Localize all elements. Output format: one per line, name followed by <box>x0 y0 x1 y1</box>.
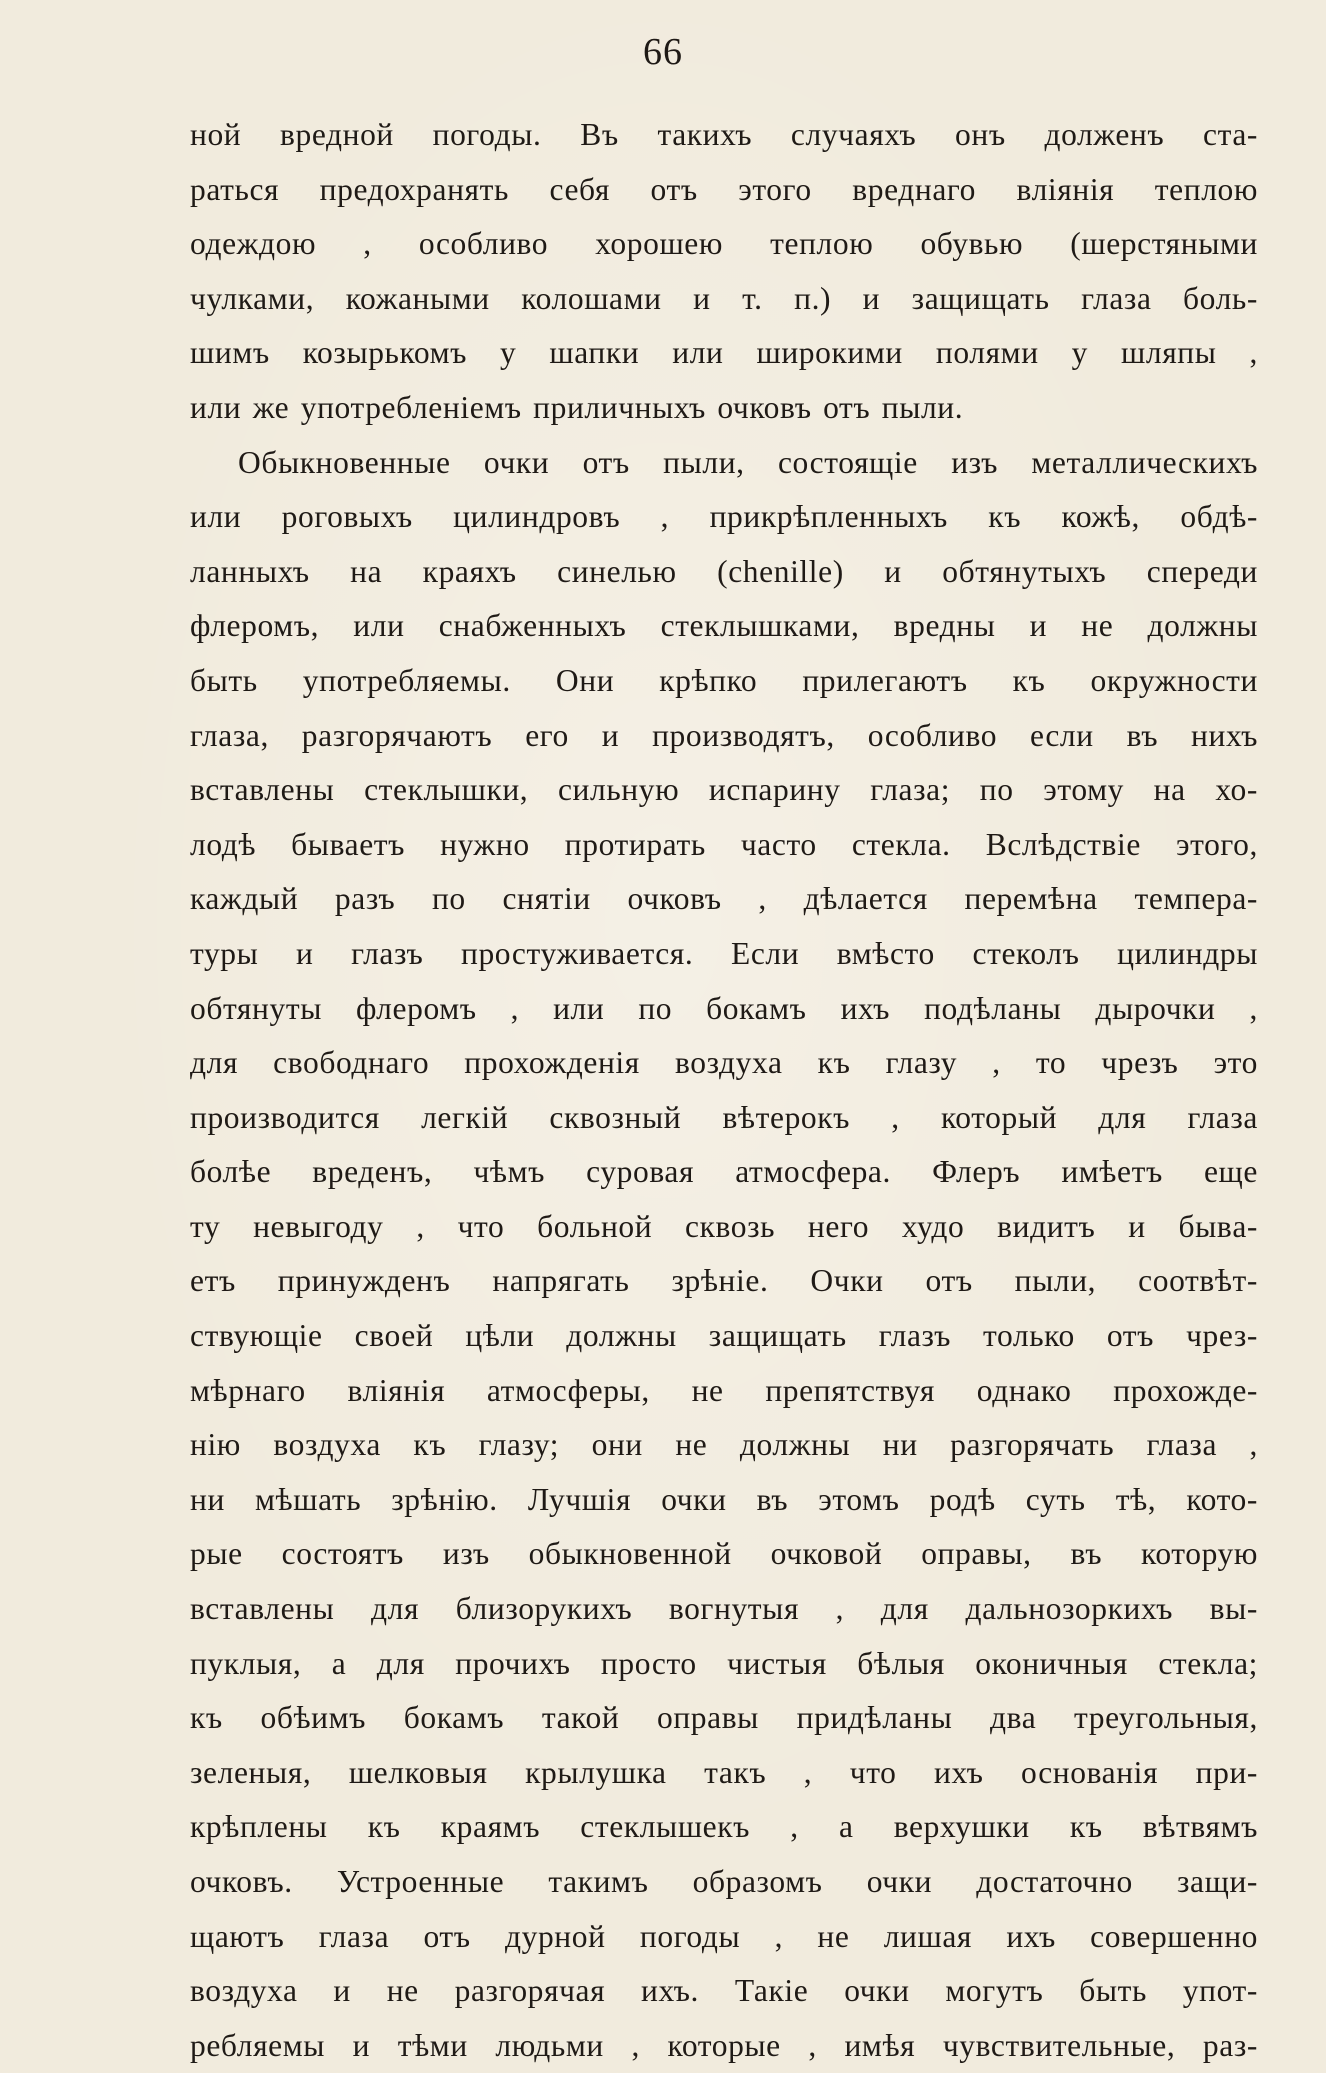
text-line: мѣрнаго влiянiя атмосферы, не препятствуя однако прохожде- <box>190 1372 1258 1408</box>
text-line: для свободнаго прохожденiя воздуха къ глазу , то чрезъ это <box>190 1045 1258 1081</box>
text-line: нiю воздуха къ глазу; они не должны ни разгорячать глаза , <box>190 1427 1258 1463</box>
text-line: очковъ. Устроенные такимъ образомъ очки достаточно защи- <box>190 1864 1258 1899</box>
text-line: раться предохранять себя отъ этого вреднаго влiянiя теплою <box>190 171 1258 207</box>
text-line: къ обѣимъ бокамъ такой оправы придѣланы два треугольныя, <box>190 1700 1258 1736</box>
text-line: чулками, кожаными колошами и т. п.) и защищать глаза боль- <box>190 280 1258 316</box>
text-line: лодѣ бываетъ нужно протирать часто стекла. Вслѣдствiе этого, <box>190 826 1258 862</box>
text-line: ту невыгоду , что больной сквозь него худо видитъ и бывa- <box>190 1208 1258 1244</box>
text-line: рые состоятъ изъ обыкновенной очковой оправы, въ которую <box>190 1536 1258 1572</box>
text-line: ни мѣшать зрѣнiю. Лучшiя очки въ этомъ родѣ суть тѣ, кото- <box>190 1481 1258 1517</box>
text-line: или же употребленiемъ приличныхъ очковъ отъ пыли. <box>190 389 964 425</box>
text-line: ной вредной погоды. Въ такихъ случаяхъ онъ долженъ ста- <box>190 117 1258 152</box>
text-line: каждый разъ по снятiи очковъ , дѣлается перемѣна темпера- <box>190 881 1258 917</box>
text-line: воздуха и не разгорячая ихъ. Такiе очки могутъ быть упот- <box>190 1973 1258 2009</box>
text-line: ребляемы и тѣми людьми , которые , имѣя чувствительные, раз- <box>190 2027 1258 2063</box>
text-line: ланныхъ на краяхъ синелью (chenille) и обтянутыхъ спереди <box>190 553 1258 589</box>
text-line: крѣплены къ краямъ стеклышекъ , а верхушки къ вѣтвямъ <box>190 1809 1258 1845</box>
text-line: щаютъ глаза отъ дурной погоды , не лишая ихъ совершенно <box>190 1918 1258 1954</box>
text-line: туры и глазъ простуживается. Если вмѣсто стеколъ цилиндры <box>190 935 1258 971</box>
text-line: етъ принужденъ напрягать зрѣнiе. Очки отъ пыли, соотвѣт- <box>190 1263 1258 1299</box>
text-line: производится легкiй сквозный вѣтерокъ , который для глаза <box>190 1099 1258 1135</box>
text-line: ствующiе своей цѣли должны защищать глазъ только отъ чрез- <box>190 1318 1258 1354</box>
text-line: одеждою , особливо хорошею теплою обувью (шерстяными <box>190 226 1258 262</box>
text-line: болѣе вреденъ, чѣмъ суровая атмосфера. Флеръ имѣетъ еще <box>190 1154 1258 1190</box>
text-line: или роговыхъ цилиндровъ , прикрѣпленныхъ къ кожѣ, обдѣ- <box>190 499 1258 535</box>
page-number: 66 <box>643 31 683 73</box>
text-line: Обыкновенные очки отъ пыли, состоящiе изъ металлическихъ <box>238 444 1258 480</box>
text-line: быть употребляемы. Они крѣпко прилегаютъ къ окружности <box>190 662 1258 698</box>
text-line: пуклыя, а для прочихъ просто чистыя бѣлыя оконичныя стекла; <box>190 1645 1258 1681</box>
text-line: обтянуты флеромъ , или по бокамъ ихъ подѣланы дырочки , <box>190 990 1258 1026</box>
text-line: вставлены стеклышки, сильную испарину глаза; по этому на хо- <box>190 772 1258 808</box>
text-line: шимъ козырькомъ у шапки или широкими полями у шляпы , <box>190 335 1258 371</box>
text-line: зеленыя, шелковыя крылушка такъ , что ихъ основанiя при- <box>190 1754 1258 1790</box>
text-line: флеромъ, или снабженныхъ стеклышками, вредны и не должны <box>190 608 1258 644</box>
text-line: глаза, разгорячаютъ его и производятъ, особливо если въ нихъ <box>190 717 1258 753</box>
text-line: вставлены для близорукихъ вогнутыя , для дальнозоркихъ вы- <box>190 1591 1258 1627</box>
body-text <box>190 108 1320 2073</box>
